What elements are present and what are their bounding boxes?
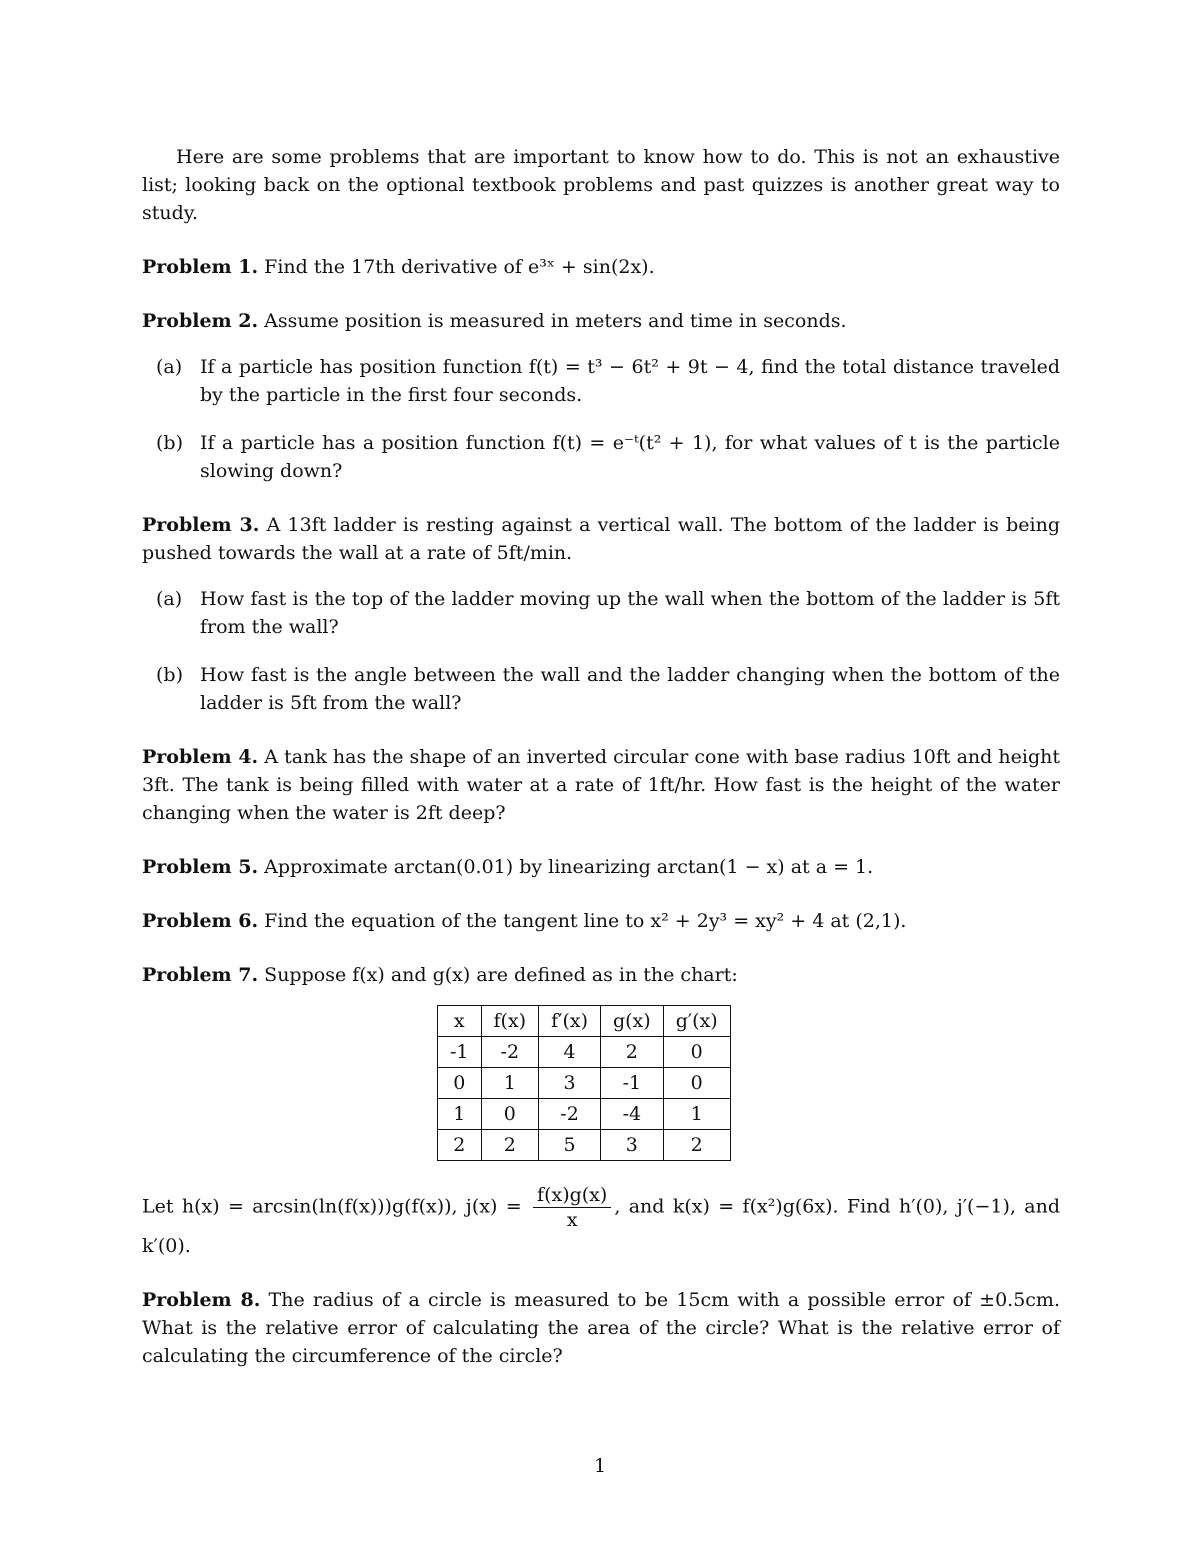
part-label: (a)	[156, 356, 183, 378]
problem-4	[142, 743, 1060, 827]
problem-part	[142, 661, 1060, 717]
problem-text: Find the 17th derivative of e³ˣ + sin(2x).	[264, 256, 655, 278]
problem-text: A 13ft ladder is resting against a vertical wall. The bottom of the ladder is being pushed towards the wall at a rate of 5ft/min.	[142, 514, 1060, 564]
table-header: f(x)	[481, 1006, 539, 1037]
table-cell: 5	[539, 1130, 601, 1161]
table-cell: 2	[438, 1130, 482, 1161]
problem-label: Problem 6.	[142, 910, 259, 932]
problem-5	[142, 853, 1060, 881]
table-cell: -4	[600, 1099, 663, 1130]
function-values-table	[437, 1005, 731, 1161]
part-label: (b)	[156, 664, 183, 686]
table-cell: 2	[600, 1037, 663, 1068]
problem-6	[142, 907, 1060, 935]
part-label: (b)	[156, 432, 183, 454]
problem-text: Find the equation of the tangent line to x² + 2y³ = xy² + 4 at (2,1).	[264, 910, 907, 932]
table-header: x	[438, 1006, 482, 1037]
problem-7-followup	[142, 1183, 1060, 1260]
followup-tail: , and k(x) = f(x²)g(6x). Find h′(0), j′(−1), and k′(0).	[142, 1195, 1061, 1257]
problem-3	[142, 511, 1060, 567]
table-cell: 0	[663, 1037, 730, 1068]
problem-label: Problem 2.	[142, 310, 259, 332]
table-cell: 3	[539, 1068, 601, 1099]
problem-part	[142, 353, 1060, 409]
table-cell: -2	[539, 1099, 601, 1130]
problem-2-parts	[142, 353, 1060, 485]
page-number: 1	[593, 1455, 607, 1477]
problem-label: Problem 3.	[142, 514, 260, 536]
table-header-row	[438, 1006, 731, 1037]
problem-text: Assume position is measured in meters and time in seconds.	[264, 310, 847, 332]
table-cell: 0	[438, 1068, 482, 1099]
problem-part	[142, 585, 1060, 641]
problem-text: Approximate arctan(0.01) by linearizing arctan(1 − x) at a = 1.	[264, 856, 874, 878]
table-cell: 3	[600, 1130, 663, 1161]
table-cell: 0	[663, 1068, 730, 1099]
problem-label: Problem 8.	[142, 1289, 261, 1311]
table-header: g(x)	[600, 1006, 663, 1037]
table-cell: 1	[481, 1068, 539, 1099]
followup-lead: Let h(x) = arcsin(ln(f(x)))g(f(x)), j(x) =	[142, 1195, 531, 1218]
table-cell: 1	[438, 1099, 482, 1130]
part-text: How fast is the top of the ladder moving up the wall when the bottom of the ladder is 5ft from the wall?	[200, 588, 1060, 638]
table-cell: 0	[481, 1099, 539, 1130]
problem-7	[142, 961, 1060, 989]
problem-label: Problem 7.	[142, 964, 259, 986]
table-cell: 1	[663, 1099, 730, 1130]
problem-1	[142, 253, 1060, 281]
part-text: If a particle has a position function f(t) = e⁻ᵗ(t² + 1), for what values of t is the particle slowing down?	[200, 432, 1060, 482]
table-cell: 4	[539, 1037, 601, 1068]
fraction-numerator: f(x)g(x)	[533, 1183, 611, 1208]
problem-2	[142, 307, 1060, 335]
problem-label: Problem 1.	[142, 256, 259, 278]
table-cell: -1	[600, 1068, 663, 1099]
problem-text: A tank has the shape of an inverted circular cone with base radius 10ft and height 3ft. The tank is being filled with water at a rate of 1ft/hr. How fast is the height of the water changing when the water is 2ft deep?	[142, 746, 1061, 824]
problem-label: Problem 5.	[142, 856, 259, 878]
problem-3-parts	[142, 585, 1060, 717]
intro-paragraph: Here are some problems that are important to know how to do. This is not an exhaustive list; looking back on the optional textbook problems and past quizzes is another great way to study.	[142, 146, 1060, 224]
table-cell: -2	[481, 1037, 539, 1068]
table-header: g′(x)	[663, 1006, 730, 1037]
problem-label: Problem 4.	[142, 746, 259, 768]
table-cell: -1	[438, 1037, 482, 1068]
table-header: f′(x)	[539, 1006, 601, 1037]
problem-part	[142, 429, 1060, 485]
table-cell: 2	[663, 1130, 730, 1161]
table-row	[438, 1037, 731, 1068]
part-text: How fast is the angle between the wall and the ladder changing when the bottom of the ladder is 5ft from the wall?	[200, 664, 1060, 714]
problem-text: Suppose f(x) and g(x) are defined as in the chart:	[264, 964, 738, 986]
table-cell: 2	[481, 1130, 539, 1161]
problem-8	[142, 1286, 1060, 1370]
table-row	[438, 1099, 731, 1130]
problem-text: The radius of a circle is measured to be 15cm with a possible error of ±0.5cm. What is the relative error of calculating the area of the circle? What is the relative error of calculating the circumference of the circle?	[142, 1289, 1060, 1367]
part-text: If a particle has position function f(t) = t³ − 6t² + 9t − 4, find the total distance traveled by the particle in the first four seconds.	[200, 356, 1060, 406]
fraction-denominator: x	[566, 1209, 578, 1231]
document-page	[142, 143, 1060, 1396]
table-row	[438, 1130, 731, 1161]
table-row	[438, 1068, 731, 1099]
part-label: (a)	[156, 588, 183, 610]
fraction	[533, 1183, 611, 1232]
